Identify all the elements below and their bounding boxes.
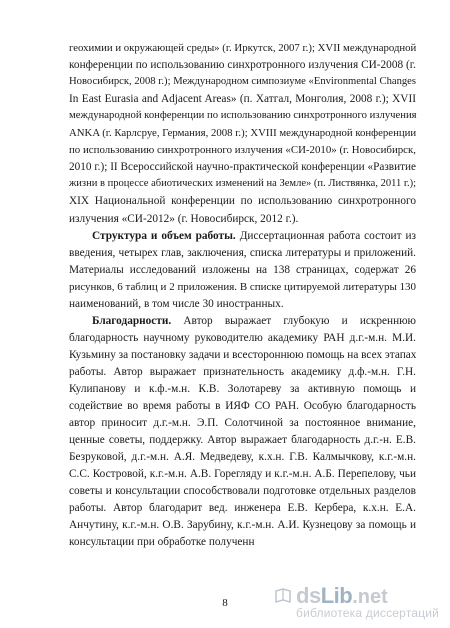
text-segment: международной конференции по использованию синхротронного излучения	[69, 110, 417, 122]
text-segment: Анчутину, к.г.-м.н. О.В. Зарубину, к.г.-м.н. А.И. Кузнецову за помощь и	[69, 519, 416, 532]
text-line	[69, 143, 416, 157]
text-segment: ценные советы, поддержку. Автор выражает благодарность д.г.-н. Е.В.	[69, 434, 416, 447]
text-line	[69, 246, 416, 260]
text-segment: по использованию синхротронного излучения «СИ-2010» (г. Новосибирск,	[69, 144, 416, 157]
section-heading: Благодарности.	[92, 314, 172, 327]
text-line	[69, 535, 416, 549]
text-line	[69, 450, 416, 464]
watermark-subtitle: библиотека диссертаций	[296, 606, 440, 620]
text-segment: конференции по использованию синхротронного излучения СИ-2008 (г.	[69, 59, 416, 72]
text-line	[69, 348, 416, 362]
text-line	[69, 126, 416, 140]
text-segment: Кулипанову и к.ф.-м.н. К.В. Золотареву за активную помощь и	[69, 383, 416, 395]
text-segment: жизни в процессе абиотических изменений на Земле» (п. Листвянка, 2011 г.);	[69, 178, 417, 190]
text-segment: Материалы исследований изложены на 138 страницах, содержат 26	[69, 263, 416, 276]
text-line	[69, 212, 416, 226]
section-heading: Структура и объем работы.	[92, 229, 236, 242]
text-line	[92, 229, 416, 243]
text-line	[69, 194, 416, 208]
text-segment: Новосибирск, 2008 г.); Международном симпозиуме «Environmental Changes	[69, 76, 416, 88]
text-segment: работы. Автор выражает признательность академику д.ф.-м.н. Г.Н.	[69, 365, 416, 378]
text-line	[69, 58, 416, 72]
text-segment: советы и консультации способствовали подготовке отдельных разделов	[69, 485, 416, 498]
text-segment: геохимии и окружающей среды» (г. Иркутск, 2007 г.); XVII международной	[69, 42, 417, 54]
text-segment: консультации при обработке полученн	[69, 536, 255, 549]
text-segment: содействие во время работы в ИЯФ СО РАН. Особую благодарность	[69, 400, 416, 413]
watermark-brand-ds: ds	[296, 583, 321, 608]
text-line	[69, 177, 416, 191]
text-segment: излучения «СИ-2012» (г. Новосибирск, 2012 г.).	[69, 212, 299, 225]
text-line	[69, 331, 416, 345]
text-line	[69, 263, 416, 277]
watermark-brand-lib: Lib	[320, 583, 353, 608]
text-segment: Безруковой, д.г.-м.н. А.Я. Медведеву, к.х.н. Г.В. Калмычкову, к.г.-м.н.	[69, 451, 416, 464]
text-line	[92, 314, 416, 328]
text-segment: благодарность научному руководителю академику РАН д.г.-м.н. М.И.	[69, 331, 416, 344]
text-line	[69, 484, 416, 498]
text-line	[69, 501, 416, 515]
page-number: 8	[222, 597, 228, 609]
text-segment: XIX Национальной конференции по использованию синхротронного	[69, 195, 416, 208]
watermark	[296, 583, 446, 623]
text-line	[69, 75, 416, 89]
text-segment: ANKA (г. Карлсруе, Германия, 2008 г.); XVIII международной конференции	[69, 127, 417, 140]
text-segment: Диссертационная работа состоит из	[235, 229, 416, 242]
text-line	[69, 297, 416, 311]
text-line	[69, 41, 416, 55]
text-segment: работы. Автор благодарит вед. инженера Е.В. Кербера, к.х.н. Е.А.	[69, 502, 416, 515]
watermark-brand-net: .net	[352, 586, 388, 608]
text-line	[69, 416, 416, 430]
text-line	[69, 399, 416, 413]
text-segment: Автор выражает глубокую и искреннюю	[171, 314, 416, 327]
text-line	[69, 160, 416, 174]
text-segment: С.С. Костровой, к.г.-м.н. А.В. Горегляду и к.г.-м.н. А.Б. Перепелову, чьи	[69, 468, 416, 481]
text-segment: введения, четырех глав, заключения, списка литературы и приложений.	[69, 246, 416, 259]
text-line	[69, 109, 416, 123]
text-segment: автор приносит д.г.-м.н. Э.П. Солотчиной за постоянное внимание,	[69, 417, 416, 430]
text-segment: рисунков, 6 таблиц и 2 приложения. В списке цитируемой литературы 130	[69, 280, 416, 293]
text-segment: Кузьмину за постановку задачи и всестороннюю помощь на всех этапах	[69, 348, 417, 361]
book-icon	[274, 587, 292, 605]
text-segment: 2010 г.); II Всероссийской научно-практической конференции «Развитие	[69, 161, 416, 174]
text-line	[69, 280, 416, 294]
text-line	[69, 365, 416, 379]
text-line	[69, 467, 416, 481]
text-segment: In East Eurasia and Adjacent Areas» (п. Хатгал, Монголия, 2008 г.); XVII	[69, 93, 416, 106]
text-segment: наименований, в том числе 30 иностранных.	[69, 297, 284, 310]
text-line	[69, 92, 416, 106]
text-line	[69, 433, 416, 447]
text-line	[69, 518, 416, 532]
text-line	[69, 382, 416, 396]
